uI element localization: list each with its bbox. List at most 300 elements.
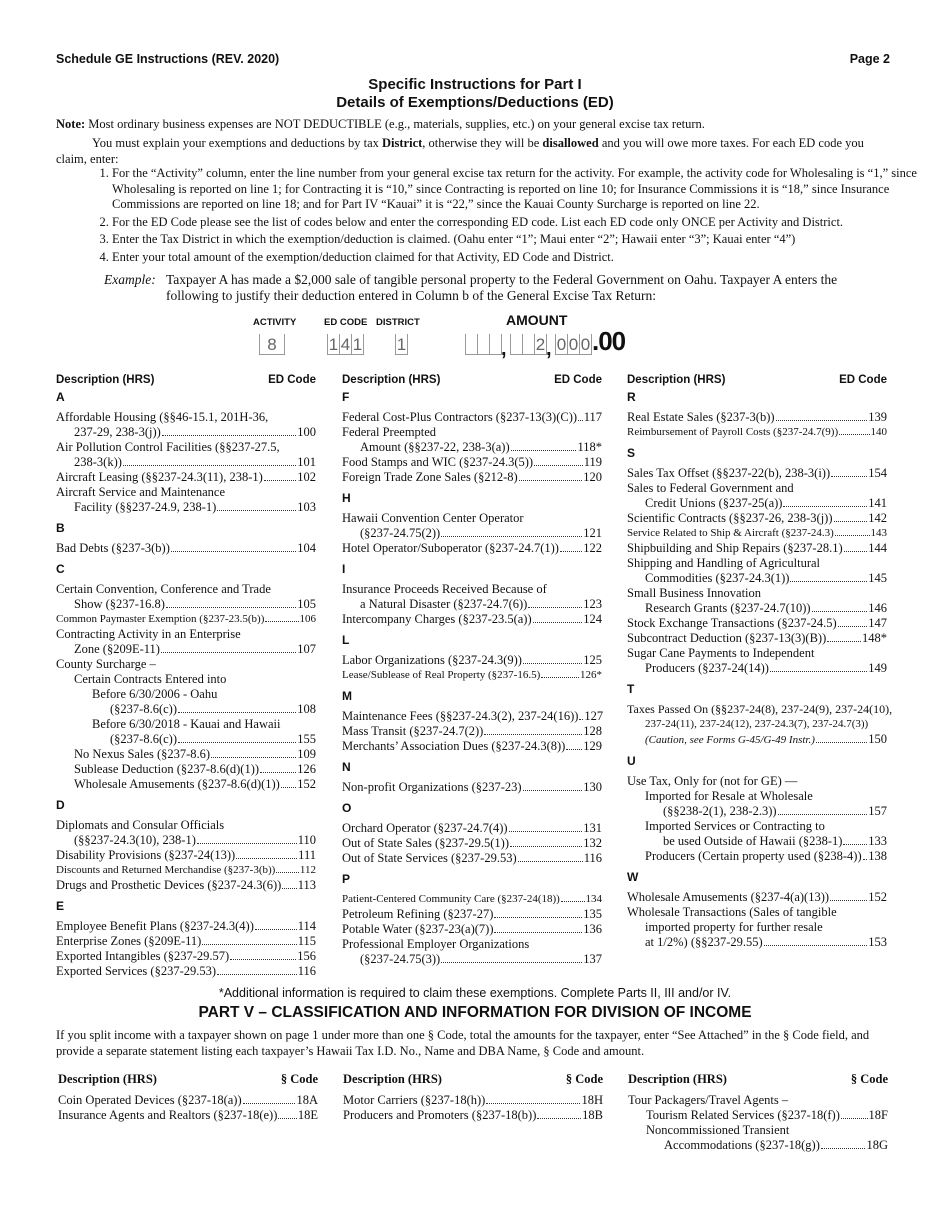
item-code: 139 xyxy=(868,410,887,424)
list-item xyxy=(342,892,602,907)
amount-box: 2 xyxy=(535,335,546,354)
item-text: Contracting Activity in an Enterprise xyxy=(56,627,241,641)
step-item: 1. For the “Activity” column, enter the line number from your general excise tax return for the activity. For example, the activity code for Wholesaling is “1,” since Wholesaling is reported on line 1; for Contracting it is “10,” since Contracting is reported on line 10; for Insurance Commissions it is “18,” since Insurance Commissions are reported on line 18; and for Part IV “Kauai” it is “22,” since the Kauai County Surcharge is reported on line 22. xyxy=(112,166,946,213)
item-code: 116 xyxy=(297,964,316,978)
list-item xyxy=(343,1108,603,1123)
column-header xyxy=(56,374,316,386)
letter-heading: C xyxy=(56,562,65,576)
list-item xyxy=(342,425,602,455)
list-item xyxy=(56,878,316,893)
example-paragraph xyxy=(104,272,864,304)
amount-comma: , xyxy=(501,338,507,360)
item-text: Affordable Housing (§§46-15.1, 201H-36, xyxy=(56,410,269,424)
item-code: 134 xyxy=(585,893,602,905)
item-code: 100 xyxy=(297,425,316,439)
item-text: Wholesale Transactions (Sales of tangible xyxy=(627,905,837,919)
list-item xyxy=(56,777,316,792)
item-code: 127 xyxy=(584,709,604,723)
amount-label: AMOUNT xyxy=(506,312,568,328)
list-item xyxy=(342,470,602,485)
letter-heading: A xyxy=(56,390,65,404)
amount-box: 0 xyxy=(556,335,567,354)
item-text: Facility (§§237-24.9, 238-1) xyxy=(74,500,217,514)
instruction-steps xyxy=(56,166,946,267)
list-item xyxy=(56,687,316,717)
item-code: 152 xyxy=(868,890,887,904)
section-title: Specific Instructions for Part I xyxy=(368,76,582,93)
item-code: 141 xyxy=(868,496,887,510)
item-code: 114 xyxy=(297,919,316,933)
code-header: § Code xyxy=(850,1072,888,1086)
letter-heading: F xyxy=(342,390,350,404)
item-code: 120 xyxy=(583,470,602,484)
list-item xyxy=(342,511,602,541)
list-item xyxy=(342,821,602,836)
list-item xyxy=(58,1093,318,1108)
item-text: Potable Water (§237-23(a)(7)) xyxy=(342,922,494,936)
item-code: 125 xyxy=(583,653,602,667)
item-code: 126 xyxy=(297,762,316,776)
example-text: Taxpayer A has made a $2,000 sale of tangible personal property to the Federal Government on Oahu. Taxpayer A enters the following to justify their deduction entered in Column b of the General Excise Tax Return: xyxy=(166,272,838,303)
item-text: Sublease Deduction (§237-8.6(d)(1)) xyxy=(74,762,260,776)
item-text: (§237-8.6(c)) xyxy=(110,732,177,746)
item-text: Air Pollution Control Facilities (§§237-27.5, xyxy=(56,440,280,454)
letter-heading: L xyxy=(342,633,350,647)
item-text: Exported Intangibles (§237-29.57) xyxy=(56,949,230,963)
item-text: Aircraft Leasing (§§237-24.3(11), 238-1) xyxy=(56,470,263,484)
list-item xyxy=(627,526,887,541)
list-item xyxy=(627,905,887,950)
item-text: Subcontract Deduction (§237-13(3)(B)) xyxy=(627,631,827,645)
item-text: Real Estate Sales (§237-3(b)) xyxy=(627,410,775,424)
item-text: Drugs and Prosthetic Devices (§237-24.3(6)) xyxy=(56,878,282,892)
item-code: 121 xyxy=(583,526,602,540)
page-number: Page 2 xyxy=(849,52,890,66)
part5-title: PART V – CLASSIFICATION AND INFORMATION FOR DIVISION OF INCOME xyxy=(198,1004,752,1021)
list-item xyxy=(627,616,887,631)
item-text: Producers (Certain property used (§238-4)) xyxy=(645,849,862,863)
list-item xyxy=(342,668,602,683)
desc-header: Description (HRS) xyxy=(342,374,441,386)
list-item xyxy=(56,818,316,848)
item-text: a Natural Disaster (§237-24.7(6)) xyxy=(360,597,528,611)
list-item xyxy=(56,848,316,863)
item-code: 128 xyxy=(583,724,602,738)
item-text: Non-profit Organizations (§237-23) xyxy=(342,780,522,794)
item-code: 147 xyxy=(868,616,887,630)
item-text: (§237-8.6(c)) xyxy=(110,702,177,716)
item-code: 129 xyxy=(583,739,602,753)
list-item xyxy=(56,863,316,878)
item-code: 109 xyxy=(297,747,316,761)
item-code: 143 xyxy=(870,527,887,539)
list-item xyxy=(342,541,602,556)
example-label: Example: xyxy=(104,272,156,287)
item-code: 126* xyxy=(580,669,602,681)
letter-heading: H xyxy=(342,491,351,505)
item-text: Service Related to Ship & Aircraft (§237-24.3) xyxy=(627,527,834,539)
item-text: Mass Transit (§237-24.7(2)) xyxy=(342,724,484,738)
list-item xyxy=(627,425,887,440)
item-text: Merchants’ Association Dues (§237-24.3(8)) xyxy=(342,739,566,753)
item-text: Research Grants (§237-24.7(10)) xyxy=(645,601,811,615)
item-text: Exported Services (§237-29.53) xyxy=(56,964,217,978)
list-item xyxy=(58,1108,318,1123)
list-item xyxy=(342,739,602,754)
item-code: 105 xyxy=(297,597,316,611)
form-title: Schedule GE Instructions (REV. 2020) xyxy=(56,52,280,66)
item-text: County Surcharge – xyxy=(56,657,156,671)
letter-heading: W xyxy=(627,870,639,884)
desc-header: Description (HRS) xyxy=(56,374,155,386)
list-item xyxy=(627,819,887,849)
list-item xyxy=(342,410,602,425)
item-text: Shipbuilding and Ship Repairs (§237-28.1) xyxy=(627,541,843,555)
item-text: Imported for Resale at Wholesale xyxy=(645,789,813,803)
item-code: 115 xyxy=(297,934,316,948)
step-item: 3. Enter the Tax District in which the exemption/deduction is claimed. (Oahu enter “1”; Maui enter “2”; Hawaii enter “3”; Kauai enter “4”) xyxy=(112,232,946,248)
list-item xyxy=(343,1093,603,1108)
letter-heading: U xyxy=(627,754,636,768)
note-text: Most ordinary business expenses are NOT DEDUCTIBLE (e.g., materials, supplies, etc.) on your general excise tax return. xyxy=(85,117,705,131)
list-item xyxy=(627,410,887,425)
item-text: Bad Debts (§237-3(b)) xyxy=(56,541,170,555)
code-header: ED Code xyxy=(839,374,887,386)
list-item xyxy=(342,907,602,922)
list-item xyxy=(628,1138,888,1153)
item-text: at 1/2%) (§§237-29.55) xyxy=(645,935,763,949)
item-code: 135 xyxy=(583,907,602,921)
item-text: Tour Packagers/Travel Agents – xyxy=(628,1093,789,1107)
item-text: Sales to Federal Government and xyxy=(627,481,794,495)
item-text: Lease/Sublease of Real Property (§237-16.5) xyxy=(342,669,541,681)
item-code: 130 xyxy=(583,780,602,794)
district-box: 1 xyxy=(396,335,407,354)
item-text: Show (§237-16.8) xyxy=(74,597,165,611)
item-text: Producers (§237-24(14)) xyxy=(645,661,769,675)
item-text: 237-29, 238-3(j)) xyxy=(74,425,161,439)
item-code: 146 xyxy=(868,601,887,615)
item-code: 116 xyxy=(583,851,602,865)
ed-code-column-3 xyxy=(627,374,893,950)
item-text: Taxes Passed On (§§237-24(8), 237-24(9), 237-24(10), xyxy=(627,702,893,716)
note-paragraph xyxy=(56,116,890,132)
item-code: 18E xyxy=(297,1108,318,1122)
item-code: 148* xyxy=(862,631,887,645)
item-code: 107 xyxy=(297,642,316,656)
item-text: Motor Carriers (§237-18(h)) xyxy=(343,1093,486,1107)
item-text: No Nexus Sales (§237-8.6) xyxy=(74,747,211,761)
item-text: Patient-Centered Community Care (§237-24(18)) xyxy=(342,893,560,905)
list-item xyxy=(342,937,602,967)
item-text: Out of State Sales (§237-29.5(1)) xyxy=(342,836,509,850)
item-text: Stock Exchange Transactions (§237-24.5) xyxy=(627,616,837,630)
item-text: Tourism Related Services (§237-18(f)) xyxy=(646,1108,840,1122)
item-text: (§237-24.75(3)) xyxy=(360,952,441,966)
item-text: Intercompany Charges (§237-23.5(a)) xyxy=(342,612,532,626)
list-item xyxy=(342,709,602,724)
item-code: 106 xyxy=(299,613,316,625)
item-code: 101 xyxy=(297,455,316,469)
letter-heading: D xyxy=(56,798,65,812)
item-text: Zone (§209E-11) xyxy=(74,642,160,656)
list-item xyxy=(56,934,316,949)
item-text: (Caution, see Forms G-45/G-49 Instr.) xyxy=(645,734,815,746)
item-code: 113 xyxy=(297,878,316,892)
step-item: 2. For the ED Code please see the list of codes below and enter the corresponding ED code. List each ED code only ONCE per Activity and District. xyxy=(112,215,946,231)
item-text: Shipping and Handling of Agricultural xyxy=(627,556,821,570)
list-item xyxy=(56,440,316,470)
column-header xyxy=(627,374,887,386)
item-code: 149 xyxy=(868,661,887,675)
item-code: 119 xyxy=(583,455,602,469)
letter-heading: I xyxy=(342,562,346,576)
column-header xyxy=(58,1072,318,1087)
ed-code-label: ED CODE xyxy=(324,317,368,328)
part5-column-3 xyxy=(628,1072,888,1153)
item-code: 154 xyxy=(868,466,887,480)
column-header xyxy=(343,1072,603,1087)
list-item xyxy=(342,836,602,851)
page-header xyxy=(56,52,890,66)
item-code: 136 xyxy=(583,922,602,936)
item-code: 18H xyxy=(581,1093,603,1107)
item-text: 238-3(k)) xyxy=(74,455,122,469)
list-item xyxy=(627,541,887,556)
item-code: 103 xyxy=(297,500,316,514)
item-code: 142 xyxy=(868,511,887,525)
step-item: 4. Enter your total amount of the exemption/deduction claimed for that Activity, ED Code and District. xyxy=(112,250,946,266)
item-text: 237-24(11), 237-24(12), 237-24.3(7), 237-24.7(3)) xyxy=(645,718,869,730)
desc-header: Description (HRS) xyxy=(58,1072,157,1086)
item-text: Wholesale Amusements (§237-8.6(d)(1)) xyxy=(74,777,280,791)
list-item xyxy=(56,582,316,612)
item-text: Imported Services or Contracting to xyxy=(645,819,825,833)
ed-code-column-2 xyxy=(342,374,602,967)
item-text: Petroleum Refining (§237-27) xyxy=(342,907,494,921)
letter-heading: P xyxy=(342,872,351,886)
item-code: 122 xyxy=(583,541,602,555)
list-item xyxy=(342,582,602,612)
list-item xyxy=(342,653,602,668)
code-header: ED Code xyxy=(554,374,602,386)
item-text: Coin Operated Devices (§237-18(a)) xyxy=(58,1093,242,1107)
explain-text-e: and you will owe more taxes. For each ED code you claim, enter: xyxy=(56,136,864,166)
list-item xyxy=(56,627,316,657)
list-item xyxy=(56,541,316,556)
item-text: Aircraft Service and Maintenance xyxy=(56,485,226,499)
code-header: § Code xyxy=(280,1072,318,1086)
ed-code-column-1 xyxy=(56,374,316,979)
letter-heading: M xyxy=(342,689,352,703)
column-header xyxy=(342,374,602,386)
item-code: 124 xyxy=(583,612,602,626)
item-text: Insurance Agents and Realtors (§237-18(e)) xyxy=(58,1108,278,1122)
item-text: Sugar Cane Payments to Independent xyxy=(627,646,815,660)
amount-comma: , xyxy=(546,338,552,360)
letter-heading: B xyxy=(56,521,65,535)
item-code: 18B xyxy=(582,1108,603,1122)
list-item xyxy=(628,1108,888,1123)
list-item xyxy=(56,612,316,627)
item-code: 112 xyxy=(299,864,316,876)
explain-district: District xyxy=(382,136,423,150)
item-text: Commodities (§237-24.3(1)) xyxy=(645,571,790,585)
section-subtitle: Details of Exemptions/Deductions (ED) xyxy=(336,94,614,111)
list-item xyxy=(627,890,887,905)
item-text: Certain Contracts Entered into xyxy=(74,672,227,686)
ed-code-box: 1 xyxy=(328,335,339,354)
explain-disallowed: disallowed xyxy=(542,136,599,150)
letter-heading: T xyxy=(627,682,635,696)
item-code: 118* xyxy=(577,440,602,454)
column-header xyxy=(628,1072,888,1087)
activity-box: 8 xyxy=(259,334,285,355)
explain-text-c: , otherwise they will be xyxy=(422,136,543,150)
item-code: 104 xyxy=(297,541,316,555)
list-item xyxy=(56,919,316,934)
list-item xyxy=(56,410,316,440)
item-code: 18A xyxy=(296,1093,318,1107)
item-code: 152 xyxy=(297,777,316,791)
list-item xyxy=(342,851,602,866)
list-item xyxy=(627,646,887,676)
list-item xyxy=(56,762,316,777)
item-text: Insurance Proceeds Received Because of xyxy=(342,582,547,596)
list-item xyxy=(56,470,316,485)
item-text: Use Tax, Only for (not for GE) — xyxy=(627,774,798,788)
code-header: ED Code xyxy=(268,374,316,386)
list-item xyxy=(627,466,887,481)
item-code: 102 xyxy=(297,470,316,484)
list-item xyxy=(342,724,602,739)
district-label: DISTRICT xyxy=(376,317,420,328)
amount-cents: .00 xyxy=(592,326,626,356)
item-text: Employee Benefit Plans (§237-24.3(4)) xyxy=(56,919,254,933)
activity-label: ACTIVITY xyxy=(253,317,297,328)
item-text: Federal Cost-Plus Contractors (§237-13(3)(C)) xyxy=(342,410,578,424)
item-code: 117 xyxy=(583,410,602,424)
explain-paragraph xyxy=(56,135,890,167)
item-code: 145 xyxy=(868,571,887,585)
desc-header: Description (HRS) xyxy=(343,1072,442,1086)
item-code: 153 xyxy=(868,935,887,949)
list-item xyxy=(56,747,316,762)
item-text: Foreign Trade Zone Sales (§212-8) xyxy=(342,470,518,484)
part5-text: If you split income with a taxpayer shown on page 1 under more than one § Code, total the amounts for the taxpayer, enter “See Attached” in the § Code field, and provide a separate statement listing each taxpayer’s Hawaii Tax I.D. No., Name and DBA Name, § Code and amount. xyxy=(56,1028,870,1058)
item-code: 18F xyxy=(868,1108,888,1122)
item-text: Reimbursement of Payroll Costs (§237-24.7(9)) xyxy=(627,426,839,438)
amount-box: 0 xyxy=(568,335,579,354)
item-text: Hawaii Convention Center Operator xyxy=(342,511,524,525)
explain-text-a: You must explain your exemptions and deductions by tax xyxy=(92,136,383,150)
list-item xyxy=(342,455,602,470)
footnote: *Additional information is required to claim these exemptions. Complete Parts II, III and/or IV. xyxy=(218,986,732,1000)
item-text: be used Outside of Hawaii (§238-1) xyxy=(663,834,843,848)
item-text: Enterprise Zones (§209E-11) xyxy=(56,934,202,948)
item-text: Scientific Contracts (§§237-26, 238-3(j)) xyxy=(627,511,833,525)
list-item xyxy=(342,780,602,795)
list-item xyxy=(342,612,602,627)
item-code: 150 xyxy=(868,732,887,746)
list-item xyxy=(627,849,887,864)
item-code: 133 xyxy=(868,834,887,848)
list-item xyxy=(56,964,316,979)
item-code: 156 xyxy=(297,949,316,963)
item-code: 155 xyxy=(297,732,316,746)
item-text: Professional Employer Organizations xyxy=(342,937,530,951)
item-text: Common Paymaster Exemption (§237-23.5(b)) xyxy=(56,613,265,625)
ed-code-box: 1 xyxy=(352,335,363,354)
item-text: Labor Organizations (§237-24.3(9)) xyxy=(342,653,522,667)
list-item xyxy=(56,949,316,964)
code-header: § Code xyxy=(565,1072,603,1086)
desc-header: Description (HRS) xyxy=(628,1072,727,1086)
note-label: Note: xyxy=(56,117,86,131)
part5-column-1 xyxy=(58,1072,318,1123)
item-text: Out of State Services (§237-29.53) xyxy=(342,851,517,865)
list-item xyxy=(56,717,316,747)
item-text: imported property for further resale xyxy=(645,920,823,934)
letter-heading: S xyxy=(627,446,636,460)
letter-heading: E xyxy=(56,899,65,913)
item-code: 131 xyxy=(583,821,602,835)
item-code: 140 xyxy=(870,426,887,438)
amount-box: 0 xyxy=(580,335,591,354)
item-text: Sales Tax Offset (§§237-22(b), 238-3(i)) xyxy=(627,466,831,480)
item-text: Certain Convention, Conference and Trade xyxy=(56,582,271,596)
letter-heading: N xyxy=(342,760,351,774)
item-text: Accommodations (§237-18(g)) xyxy=(664,1138,820,1152)
item-text: Credit Unions (§237-25(a)) xyxy=(645,496,783,510)
item-text: Amount (§§237-22, 238-3(a)) xyxy=(360,440,510,454)
item-text: Small Business Innovation xyxy=(627,586,762,600)
item-text: Noncommissioned Transient xyxy=(646,1123,790,1137)
item-code: 137 xyxy=(583,952,602,966)
ed-code-box: 4 xyxy=(340,335,351,354)
item-text: Diplomats and Consular Officials xyxy=(56,818,225,832)
item-code: 144 xyxy=(868,541,887,555)
item-text: Before 6/30/2018 - Kauai and Hawaii xyxy=(92,717,281,731)
item-code: 108 xyxy=(297,702,316,716)
list-item xyxy=(627,511,887,526)
item-text: Producers and Promoters (§237-18(b)) xyxy=(343,1108,537,1122)
item-text: Federal Preempted xyxy=(342,425,437,439)
item-code: 157 xyxy=(868,804,887,818)
item-text: Maintenance Fees (§§237-24.3(2), 237-24(16)) xyxy=(342,709,579,723)
item-text: Food Stamps and WIC (§237-24.3(5)) xyxy=(342,455,534,469)
list-item xyxy=(627,789,887,819)
item-text: (§§238-2(1), 238-2.3)) xyxy=(663,804,777,818)
item-code: 138 xyxy=(868,849,887,863)
list-item xyxy=(627,556,887,586)
item-text: Hotel Operator/Suboperator (§237-24.7(1)) xyxy=(342,541,559,555)
item-text: (§§237-24.3(10), 238-1) xyxy=(74,833,196,847)
item-text: (§237-24.75(2)) xyxy=(360,526,441,540)
item-text: Disability Provisions (§237-24(13)) xyxy=(56,848,236,862)
item-text: Orchard Operator (§237-24.7(4)) xyxy=(342,821,508,835)
list-item xyxy=(627,631,887,646)
part5-column-2 xyxy=(343,1072,603,1123)
item-code: 18G xyxy=(866,1138,888,1152)
item-text: Wholesale Amusements (§237-4(a)(13)) xyxy=(627,890,830,904)
item-code: 111 xyxy=(298,848,316,862)
letter-heading: O xyxy=(342,801,352,815)
item-code: 123 xyxy=(583,597,602,611)
item-code: 110 xyxy=(297,833,316,847)
list-item xyxy=(56,485,316,515)
list-item xyxy=(627,586,887,616)
